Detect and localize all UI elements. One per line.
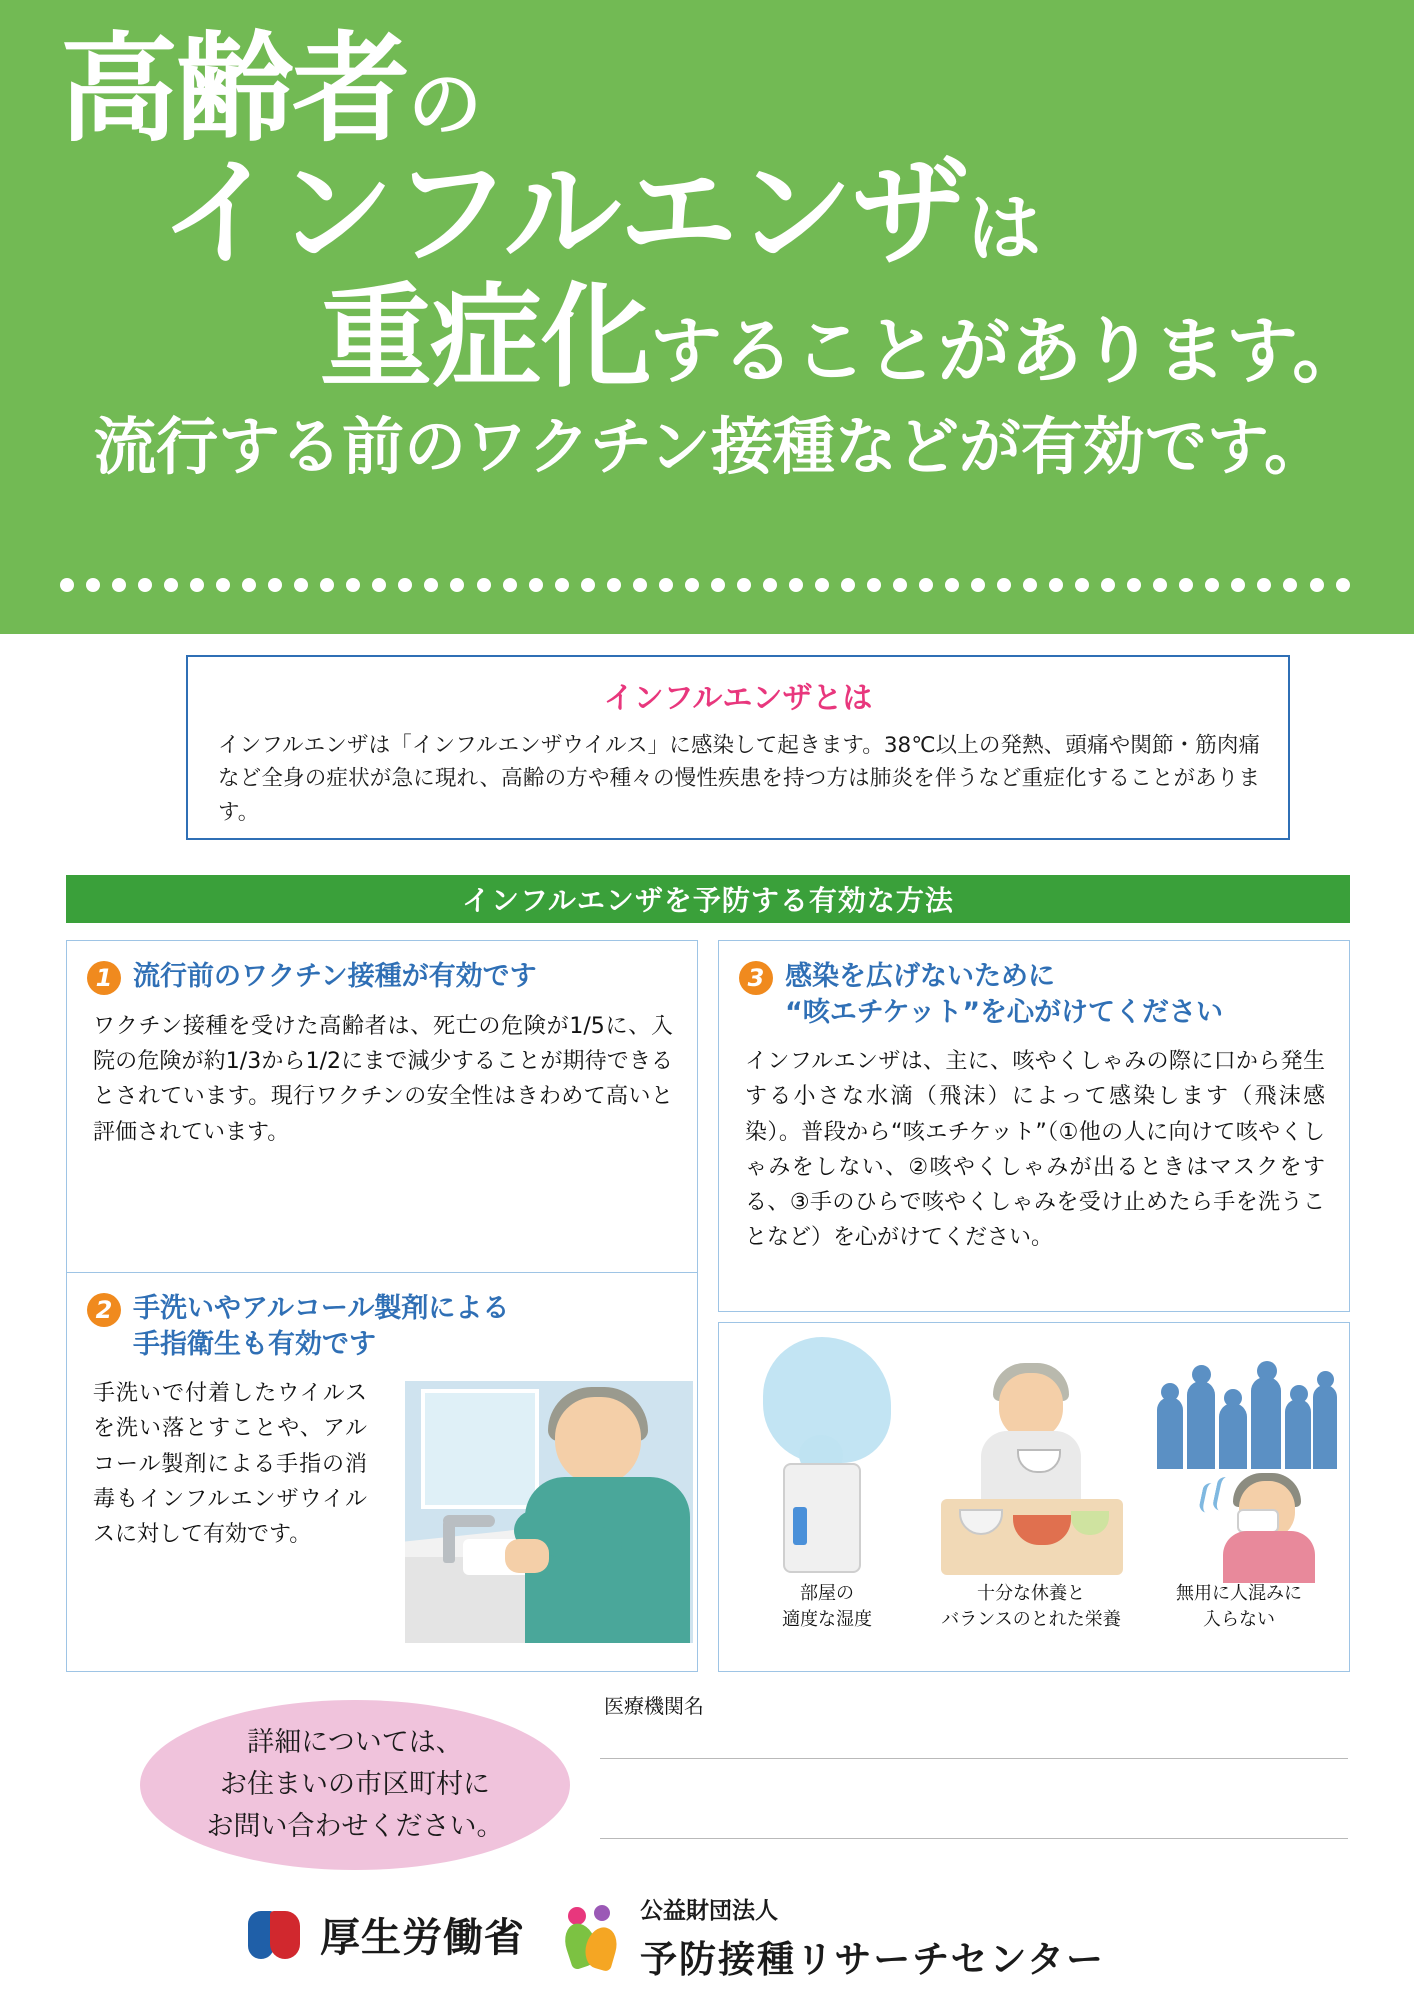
pvrc-org-type: 公益財団法人 [640, 1898, 778, 1924]
meal-caption [931, 1581, 1131, 1633]
humidifier-caption [727, 1581, 927, 1633]
header-text-block [60, 20, 1365, 483]
mhlw-logo-text: 厚生労働省 [320, 1915, 525, 1961]
contact-line-1: 詳細については、 [247, 1727, 463, 1759]
pvrc-logo-text [640, 1892, 1105, 1983]
panel-2-header [67, 1273, 697, 1362]
panel-3-title-line-1: 感染を広げないために [785, 961, 1055, 992]
headline-line-2 [60, 144, 1360, 282]
panel-1-body: ワクチン接種を受けた高齢者は、死亡の危険が1/5に、入院の危険が約1/3から1/2にまで減少することが期待できるとされています。現行ワクチンの安全性はきわめて高いと評価されています。 [93, 1014, 673, 1145]
pvrc-logo-block [560, 1892, 1105, 1983]
panel-2-title-line-1: 手洗いやアルコール製剤による [133, 1293, 510, 1324]
avoid-crowd-caption [1139, 1581, 1339, 1633]
avoid-crowd-caption-line-1: 無用に人混みに [1176, 1583, 1302, 1604]
headline-line-3-tail: することがあります。 [650, 309, 1365, 393]
panel-3-number: 3 [739, 961, 773, 995]
poster-header [0, 0, 1414, 634]
panel-3-title [785, 959, 1223, 1030]
hospital-name-writing-line-2 [600, 1838, 1348, 1839]
contact-callout [140, 1700, 570, 1870]
mhlw-logo-block [248, 1906, 525, 1963]
meal-icon [931, 1331, 1131, 1581]
poster-footer [0, 1880, 1414, 2000]
meal-caption-line-1: 十分な休養と [977, 1583, 1085, 1604]
handwashing-illustration [405, 1381, 693, 1643]
panel-1-title: 流行前のワクチン接種が有効です [133, 961, 537, 992]
hospital-name-writing-line-1 [600, 1758, 1348, 1759]
panel-vaccination [66, 940, 698, 1290]
crowd-silhouettes [1157, 1349, 1333, 1469]
header-dotted-divider [60, 578, 1350, 592]
headline-line-3-main: 重症化 [320, 273, 650, 403]
panel-3-body: インフルエンザは、主に、咳やくしゃみの際に口から発生する小さな水滴（飛沫）によって感染します（飛沫感染）。普段から“咳エチケット”（①他の人に向けて咳やくしゃみをしない、②咳やくしゃみが出るときはマスクをする、③手のひらで咳やくしゃみを受け止めたら手を洗うことなど）を心がけてください。 [745, 1049, 1325, 1251]
header-subtitle: 流行する前のワクチン接種などが有効です。 [94, 410, 1326, 483]
mhlw-logo-icon [248, 1907, 304, 1963]
pvrc-logo-icon [560, 1905, 622, 1971]
panel-2-body: 手洗いで付着したウイルスを洗い落とすことや、アルコール製剤による手指の消毒もインフルエンザウイルスに対して有効です。 [93, 1381, 367, 1547]
headline-line-2-particle: は [967, 186, 1042, 272]
panel-3-header [719, 941, 1349, 1030]
panel-cough-etiquette [718, 940, 1350, 1312]
humidifier-caption-line-2: 適度な湿度 [782, 1609, 872, 1631]
contact-line-3: お問い合わせください。 [206, 1810, 504, 1842]
panel-1-number: 1 [87, 961, 121, 995]
intro-title: インフルエンザとは [603, 681, 873, 716]
pvrc-org-name: 予防接種リサーチセンター [640, 1938, 1106, 1981]
headline-line-2-main: インフルエンザ [160, 144, 968, 282]
humidifier-icon [727, 1331, 927, 1581]
prevention-illustrations [718, 1322, 1350, 1672]
avoid-crowd-caption-line-2: 入らない [1203, 1609, 1275, 1631]
panel-3-title-line-2: “咳エチケット”を心がけてください [785, 996, 1224, 1028]
section-bar-prevention: インフルエンザを予防する有効な方法 [66, 875, 1350, 923]
contact-callout-text [207, 1722, 504, 1848]
panel-2-number: 2 [87, 1293, 121, 1327]
headline-line-1 [60, 20, 1360, 158]
meal-caption-line-2: バランスのとれた栄養 [941, 1609, 1121, 1631]
intro-box [186, 655, 1290, 840]
panel-2-title [133, 1291, 509, 1362]
hospital-name-label: 医療機関名 [604, 1694, 704, 1718]
headline-line-3 [60, 273, 1365, 403]
headline-line-1-particle: の [408, 62, 483, 148]
humidifier-caption-line-1: 部屋の [800, 1583, 854, 1604]
panel-hand-hygiene [66, 1272, 698, 1672]
panel-2-title-line-2: 手指衛生も有効です [133, 1328, 376, 1360]
contact-line-2: お住まいの市区町村に [220, 1769, 490, 1801]
panel-1-header [67, 941, 697, 995]
avoid-crowd-icon [1139, 1331, 1339, 1581]
headline-line-1-main: 高齢者 [60, 20, 409, 158]
intro-body: インフルエンザは「インフルエンザウイルス」に感染して起きます。38℃以上の発熱、頭痛や関節・筋肉痛など全身の症状が急に現れ、高齢の方や種々の慢性疾患を持つ方は肺炎を伴うなど重症化することがあります。 [218, 733, 1260, 825]
